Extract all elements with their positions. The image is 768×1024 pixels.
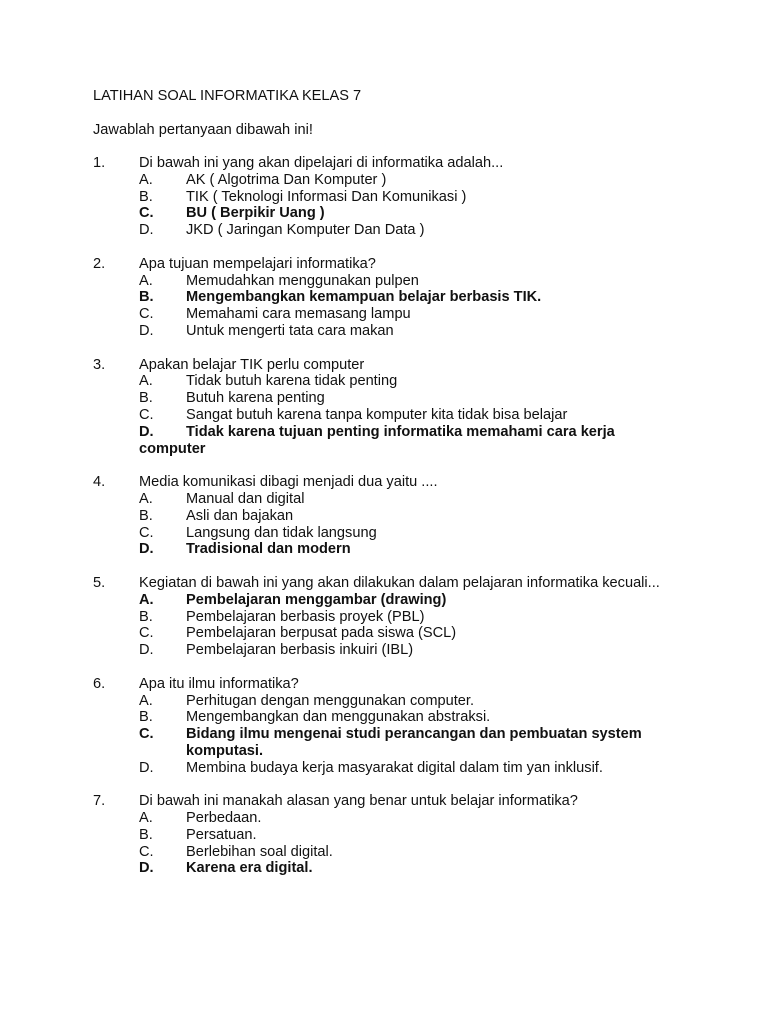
option-list bbox=[0, 273, 768, 340]
option-letter: C. bbox=[139, 306, 154, 323]
option-text: Persatuan. bbox=[186, 826, 257, 843]
option-list bbox=[0, 810, 768, 877]
option-item bbox=[0, 693, 768, 710]
question-row bbox=[0, 474, 768, 491]
question-number: 1. bbox=[93, 155, 106, 171]
option-letter: C. bbox=[139, 843, 154, 860]
question-number: 3. bbox=[93, 356, 106, 373]
option-text: JKD ( Jaringan Komputer Dan Data ) bbox=[186, 222, 425, 239]
question-row bbox=[0, 575, 768, 592]
option-letter: A. bbox=[139, 490, 153, 507]
option-text: Pembelajaran berbasis inkuiri (IBL) bbox=[186, 642, 414, 659]
option-text: Manual dan digital bbox=[186, 490, 305, 507]
option-text: Untuk mengerti tata cara makan bbox=[186, 322, 394, 339]
question-number: 2. bbox=[93, 255, 106, 272]
option-letter: A. bbox=[139, 373, 153, 390]
option-item bbox=[0, 273, 768, 290]
option-letter: C. bbox=[139, 205, 154, 222]
option-text: Asli dan bajakan bbox=[186, 507, 294, 524]
question-row bbox=[0, 676, 768, 693]
option-text: Mengembangkan kemampuan belajar berbasis TIK. bbox=[186, 289, 542, 306]
option-item bbox=[0, 373, 768, 390]
option-letter: A. bbox=[139, 591, 154, 608]
option-letter: D. bbox=[139, 759, 154, 776]
option-text: Sangat butuh karena tanpa komputer kita tidak bisa belajar bbox=[186, 406, 568, 423]
option-letter: D. bbox=[139, 423, 154, 440]
question-text: Apa itu ilmu informatika? bbox=[139, 675, 299, 692]
option-item bbox=[0, 625, 768, 642]
question-text: Apa tujuan mempelajari informatika? bbox=[139, 255, 376, 272]
option-text: Tidak butuh karena tidak penting bbox=[186, 373, 398, 390]
question-list bbox=[0, 155, 768, 894]
option-letter: A. bbox=[139, 171, 153, 188]
question-number: 6. bbox=[93, 675, 106, 692]
option-text: Tradisional dan modern bbox=[186, 541, 351, 558]
option-letter: B. bbox=[139, 709, 153, 726]
option-letter: D. bbox=[139, 222, 154, 239]
option-letter: A. bbox=[139, 272, 153, 289]
option-item bbox=[0, 172, 768, 189]
option-item bbox=[0, 306, 768, 323]
option-text: Langsung dan tidak langsung bbox=[186, 524, 377, 541]
option-item-correct bbox=[0, 424, 768, 458]
option-letter: B. bbox=[139, 188, 153, 205]
question-text: Apakan belajar TIK perlu computer bbox=[139, 356, 365, 373]
option-letter: C. bbox=[139, 406, 154, 423]
option-item-correct bbox=[0, 726, 768, 760]
option-item bbox=[0, 709, 768, 726]
option-item bbox=[0, 827, 768, 844]
option-text: Memudahkan menggunakan pulpen bbox=[186, 272, 419, 289]
option-text: Butuh karena penting bbox=[186, 390, 325, 407]
option-letter: D. bbox=[139, 642, 154, 659]
option-letter: B. bbox=[139, 289, 154, 306]
option-text: Karena era digital. bbox=[186, 860, 313, 877]
option-text: Pembelajaran menggambar (drawing) bbox=[186, 591, 447, 608]
option-item bbox=[0, 508, 768, 525]
option-item bbox=[0, 390, 768, 407]
option-letter: D. bbox=[139, 860, 154, 877]
option-text: TIK ( Teknologi Informasi Dan Komunikasi ) bbox=[186, 188, 467, 205]
option-item bbox=[0, 222, 768, 239]
option-item-correct bbox=[0, 541, 768, 558]
option-item bbox=[0, 407, 768, 424]
option-text: Pembelajaran berpusat pada siswa (SCL) bbox=[186, 625, 457, 642]
question-row bbox=[0, 357, 768, 374]
option-list bbox=[0, 172, 768, 239]
option-text: Bidang ilmu mengenai studi perancangan dan pembuatan system komputasi. bbox=[186, 726, 642, 759]
option-letter: B. bbox=[139, 608, 153, 625]
option-item-correct bbox=[0, 205, 768, 222]
option-letter: C. bbox=[139, 726, 154, 743]
question-number: 7. bbox=[93, 793, 106, 810]
option-list bbox=[0, 491, 768, 558]
question-item bbox=[0, 357, 768, 458]
option-item bbox=[0, 810, 768, 827]
option-letter: C. bbox=[139, 625, 154, 642]
question-item bbox=[0, 256, 768, 340]
option-item bbox=[0, 189, 768, 206]
instruction-text: Jawablah pertanyaan dibawah ini! bbox=[93, 122, 313, 138]
option-item bbox=[0, 844, 768, 861]
option-letter: B. bbox=[139, 507, 153, 524]
question-item bbox=[0, 474, 768, 558]
option-letter: B. bbox=[139, 826, 153, 843]
option-item bbox=[0, 323, 768, 340]
option-text: Tidak karena tujuan penting informatika memahami cara kerja computer bbox=[139, 423, 615, 457]
question-row bbox=[0, 793, 768, 810]
question-text: Di bawah ini manakah alasan yang benar untuk belajar informatika? bbox=[139, 793, 578, 810]
option-item bbox=[0, 760, 768, 777]
document-title: LATIHAN SOAL INFORMATIKA KELAS 7 bbox=[93, 88, 362, 104]
option-item-correct bbox=[0, 860, 768, 877]
option-list bbox=[0, 693, 768, 777]
option-item bbox=[0, 491, 768, 508]
option-text: Membina budaya kerja masyarakat digital dalam tim yan inklusif. bbox=[186, 759, 603, 776]
option-list bbox=[0, 592, 768, 659]
question-item bbox=[0, 155, 768, 239]
question-item bbox=[0, 676, 768, 777]
option-text: Perhitugan dengan menggunakan computer. bbox=[186, 692, 475, 709]
question-text: Di bawah ini yang akan dipelajari di informatika adalah... bbox=[139, 155, 504, 171]
question-number: 4. bbox=[93, 474, 106, 491]
option-letter: D. bbox=[139, 322, 154, 339]
option-item bbox=[0, 609, 768, 626]
option-letter: A. bbox=[139, 692, 153, 709]
option-text: Memahami cara memasang lampu bbox=[186, 306, 411, 323]
question-row bbox=[0, 155, 768, 172]
option-letter: B. bbox=[139, 390, 153, 407]
option-item-correct bbox=[0, 592, 768, 609]
option-text: Pembelajaran berbasis proyek (PBL) bbox=[186, 608, 425, 625]
option-letter: A. bbox=[139, 810, 153, 827]
question-text: Kegiatan di bawah ini yang akan dilakukan dalam pelajaran informatika kecuali... bbox=[139, 574, 660, 591]
option-text: AK ( Algotrima Dan Komputer ) bbox=[186, 171, 387, 188]
option-list bbox=[0, 373, 768, 457]
option-letter: C. bbox=[139, 524, 154, 541]
question-item bbox=[0, 793, 768, 877]
option-text: Berlebihan soal digital. bbox=[186, 843, 333, 860]
option-text: Mengembangkan dan menggunakan abstraksi. bbox=[186, 709, 491, 726]
option-letter: D. bbox=[139, 541, 154, 558]
question-text: Media komunikasi dibagi menjadi dua yaitu .... bbox=[139, 474, 438, 491]
question-number: 5. bbox=[93, 574, 106, 591]
option-item bbox=[0, 525, 768, 542]
question-row bbox=[0, 256, 768, 273]
option-text: BU ( Berpikir Uang ) bbox=[186, 205, 325, 222]
option-item bbox=[0, 642, 768, 659]
question-item bbox=[0, 575, 768, 659]
option-text: Perbedaan. bbox=[186, 810, 262, 827]
option-item-correct bbox=[0, 289, 768, 306]
